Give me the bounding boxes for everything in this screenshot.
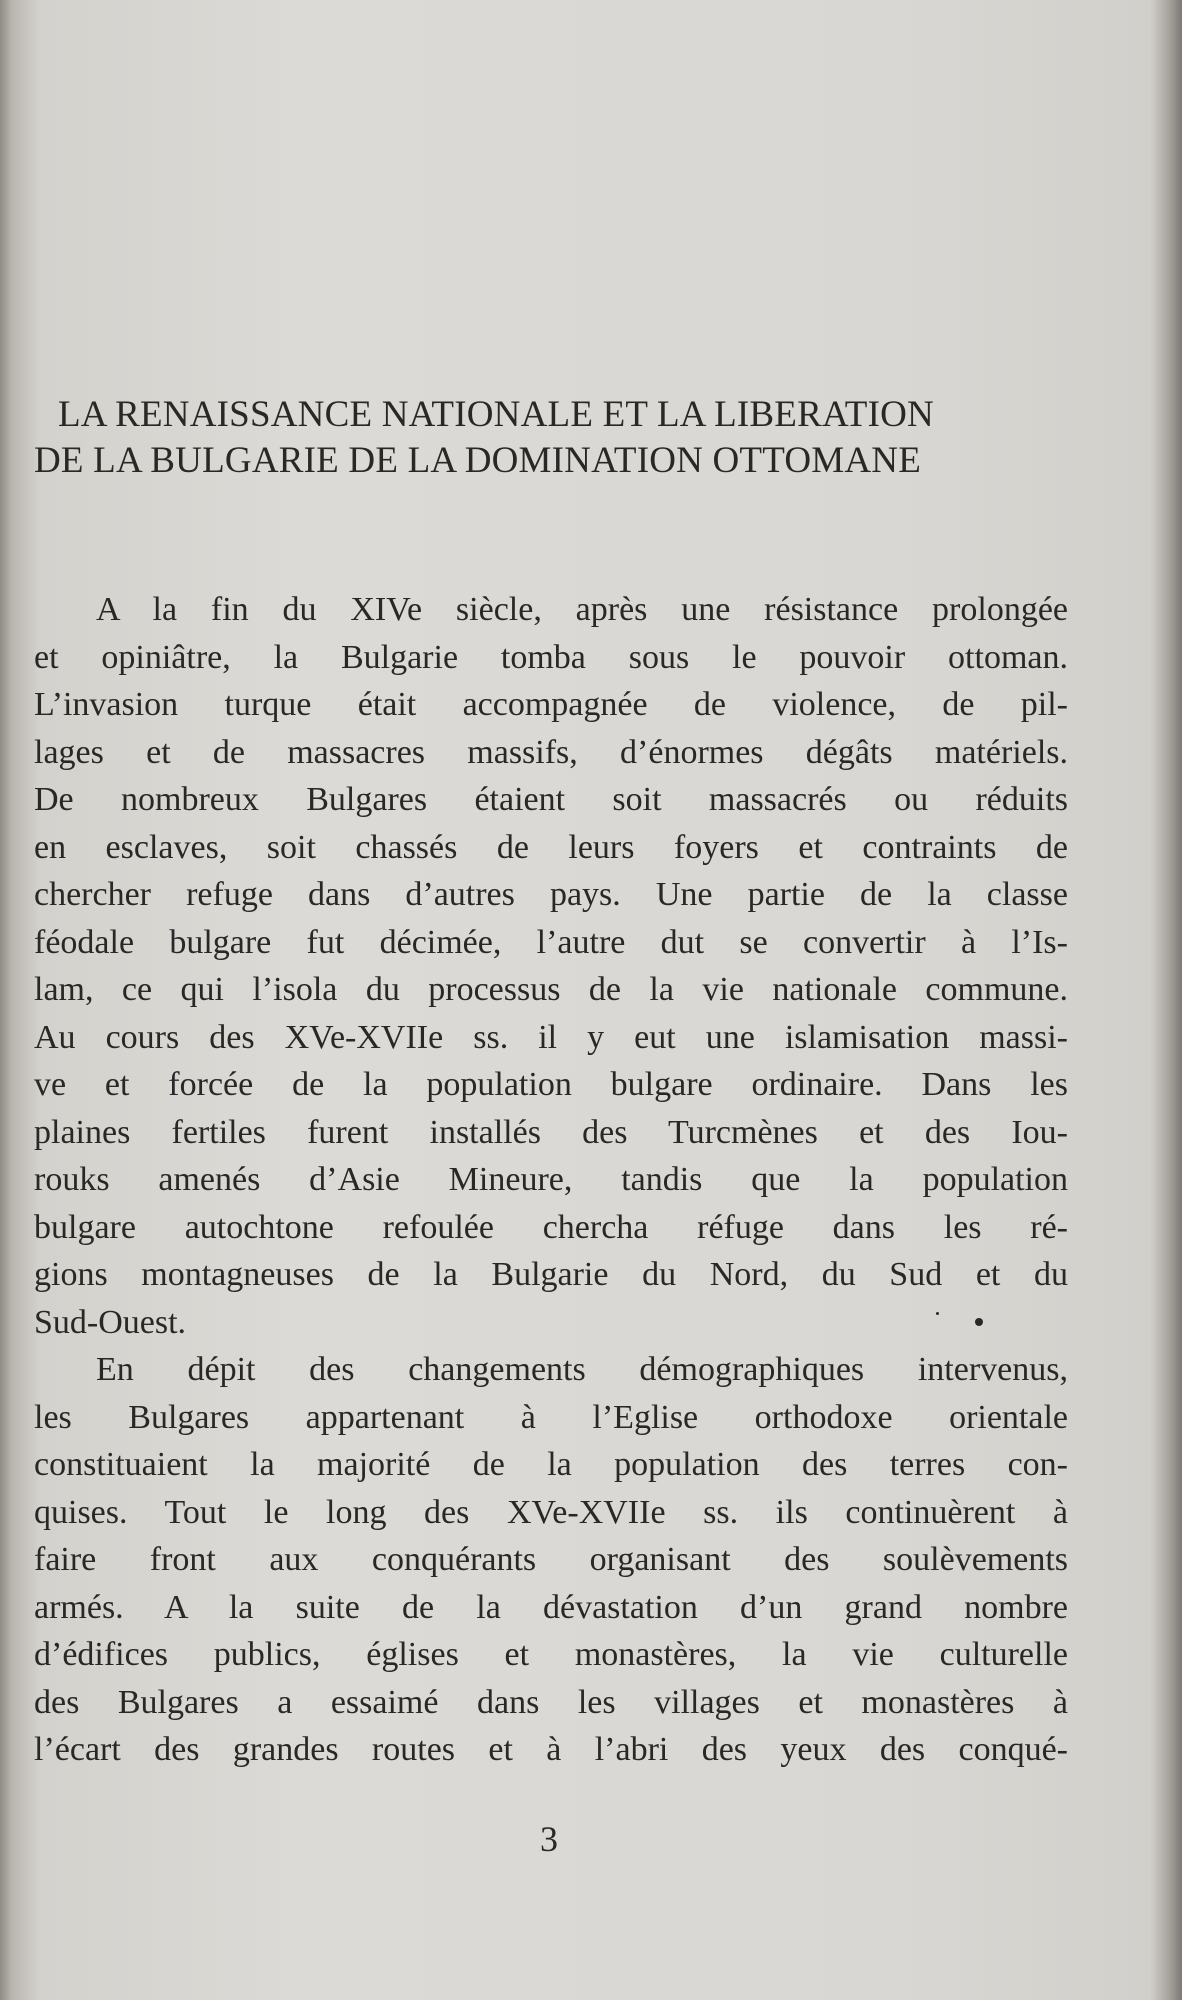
text-line	[34, 1443, 1068, 1487]
text-line	[34, 873, 1068, 917]
text-line-content: rouks amenés d’Asie Mineure, tandis que la population	[34, 1161, 1068, 1198]
text-line-content: les Bulgares appartenant à l’Eglise orthodoxe orientale	[34, 1399, 1068, 1436]
text-line-content: gions montagneuses de la Bulgarie du Nord, du Sud et du	[34, 1256, 1068, 1293]
text-line-content: En dépit des changements démographiques intervenus,	[96, 1351, 1068, 1388]
text-line	[34, 826, 1068, 870]
text-line-content: des Bulgares a essaimé dans les villages et monastères à	[34, 1684, 1068, 1721]
text-line	[34, 1301, 1068, 1345]
text-line	[34, 1063, 1068, 1107]
text-line	[34, 1396, 1068, 1440]
chapter-title-line-2: DE LA BULGARIE DE LA DOMINATION OTTOMANE	[34, 440, 922, 481]
text-line	[34, 1111, 1068, 1155]
text-line-content: ve et forcée de la population bulgare ordinaire. Dans les	[34, 1066, 1068, 1103]
text-line-content: l’écart des grandes routes et à l’abri des yeux des conqué-	[34, 1731, 1068, 1768]
text-line-content: lam, ce qui l’isola du processus de la vie nationale commune.	[34, 971, 1068, 1008]
text-line-content: Sud-Ouest.	[34, 1304, 187, 1341]
text-line-content: bulgare autochtone refoulée chercha réfuge dans les ré-	[34, 1209, 1068, 1246]
text-line	[34, 1681, 1068, 1725]
text-line-content: plaines fertiles furent installés des Turcmènes et des Iou-	[34, 1114, 1068, 1151]
chapter-title-line-1: LA RENAISSANCE NATIONALE ET LA LIBERATION	[58, 394, 934, 435]
text-line-content: armés. A la suite de la dévastation d’un grand nombre	[34, 1589, 1068, 1626]
text-line-content: lages et de massacres massifs, d’énormes dégâts matériels.	[34, 734, 1068, 771]
text-line	[34, 1206, 1068, 1250]
text-line-content: L’invasion turque était accompagnée de violence, de pil-	[34, 686, 1068, 723]
text-line-content: Au cours des XVe-XVIIe ss. il y eut une islamisation massi-	[34, 1019, 1068, 1056]
text-line-content: constituaient la majorité de la population des terres con-	[34, 1446, 1068, 1483]
text-line	[34, 1016, 1068, 1060]
text-line-content: chercher refuge dans d’autres pays. Une partie de la classe	[34, 876, 1068, 913]
page-number: 3	[540, 1819, 558, 1859]
text-line	[34, 1538, 1068, 1582]
text-line	[34, 1586, 1068, 1630]
text-line-content: De nombreux Bulgares étaient soit massacrés ou réduits	[34, 781, 1068, 818]
text-line-content: d’édifices publics, églises et monastères, la vie culturelle	[34, 1636, 1068, 1673]
text-line	[34, 636, 1068, 680]
text-line-content: en esclaves, soit chassés de leurs foyers et contraints de	[34, 829, 1068, 866]
text-line	[34, 1491, 1068, 1535]
text-line	[34, 778, 1068, 822]
text-line-content: A la fin du XIVe siècle, après une résistance prolongée	[96, 591, 1068, 628]
text-line	[34, 921, 1068, 965]
text-line	[34, 1253, 1068, 1297]
text-line-content: quises. Tout le long des XVe-XVIIe ss. ils continuèrent à	[34, 1494, 1068, 1531]
text-line	[34, 731, 1068, 775]
text-line	[96, 588, 1068, 632]
text-line	[34, 968, 1068, 1012]
text-line	[96, 1348, 1068, 1392]
text-line-content: féodale bulgare fut décimée, l’autre dut se convertir à l’Is-	[34, 924, 1068, 961]
text-line-content: et opiniâtre, la Bulgarie tomba sous le pouvoir ottoman.	[34, 639, 1068, 676]
ink-speck	[975, 1318, 983, 1326]
ink-speck	[936, 1312, 939, 1315]
text-line	[34, 1633, 1068, 1677]
text-line	[34, 1728, 1068, 1772]
text-line	[34, 683, 1068, 727]
text-line-content: faire front aux conquérants organisant des soulèvements	[34, 1541, 1068, 1578]
text-line	[34, 1158, 1068, 1202]
